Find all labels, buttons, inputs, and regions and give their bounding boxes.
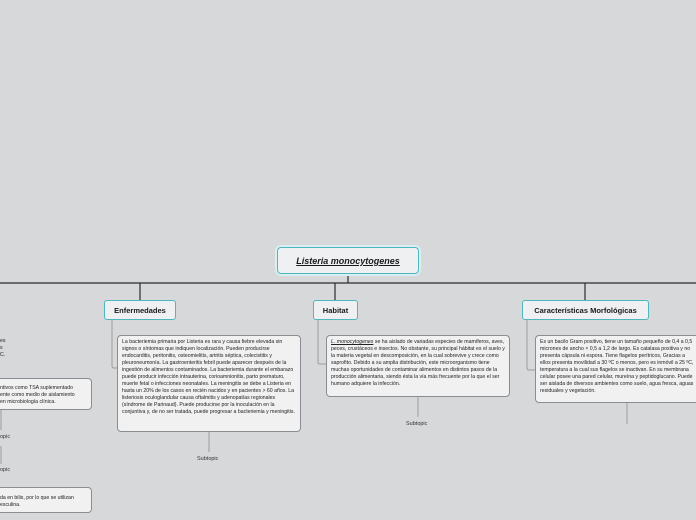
subtopic-left-1[interactable]: opic	[0, 434, 11, 440]
topic-enfermedades[interactable]	[104, 300, 176, 320]
topic-habitat-label: Habitat	[322, 305, 349, 315]
left-note-2-line-1: da en bilis, por lo que se utilizan	[0, 495, 74, 501]
left-note-1[interactable]	[0, 378, 92, 410]
left-text-fragment-1: es	[0, 338, 6, 344]
note-enfermedades[interactable]	[117, 335, 301, 432]
left-note-1-line-2: ente como medio de aislamiento	[0, 392, 75, 398]
subtopic-habitat[interactable]: Subtopic	[406, 421, 428, 427]
topic-habitat[interactable]	[313, 300, 358, 320]
left-note-2-line-2: esculina.	[0, 502, 21, 508]
subtopic-left-2[interactable]: opic	[0, 467, 11, 473]
note-habitat-species: L. monocytogenes	[331, 339, 374, 345]
note-habitat-text: se ha aislado de variadas especies de mamíferos, aves, peces, crustáceos e insectos. No obstante, su principal hábitat es el suelo y la materia vegetal en descomposición, en la cual sobrevive y crece como saprofito. Debido a su amplia distribución, este microorganismo tiene muchas oportunidades de contaminar alimentos en distintos pasos de la producción alimentaria, siendo ésta la vía más frecuente por la que el ser humano adquiere la infección.	[331, 339, 505, 387]
topic-caracteristicas[interactable]	[522, 300, 649, 320]
note-habitat[interactable]	[326, 335, 510, 397]
left-text-fragment-2: s	[0, 345, 3, 351]
topic-caracteristicas-label: Características Morfológicas	[534, 305, 637, 315]
topic-enfermedades-label: Enfermedades	[114, 305, 166, 315]
left-note-2[interactable]	[0, 487, 92, 513]
left-note-1-line-1: ntivos como TSA suplementado	[0, 385, 73, 391]
central-topic-label: Listeria monocytogenes	[296, 255, 400, 266]
subtopic-enfermedades[interactable]: Subtopic	[197, 456, 219, 462]
central-topic[interactable]	[277, 247, 419, 274]
note-caracteristicas[interactable]	[535, 335, 696, 403]
note-enfermedades-text: La bacteriemia primaria por Listeria es rara y causa fiebre elevada sin signos o síntomas que indiquen localización. Pueden producirse endocarditis, peritonitis, osteomielitis, artritis séptica, colecistitis y pleuroneumonía. La gastroenteritis febril puede aparecer después de la ingestión de alimentos contaminados. La bacteriemia durante el embarazo puede producir infección intrauterina, corioamnionitis, parto prematuro, muerte fetal o infecciones neonatales. La meningitis se debe a Listeria en hasta un 20% de los casos en recién nacidos y en pacientes > 60 años. La listeriosis oculoglandular causa oftalmitis y adenopatías regionales (síndrome de Parinaud). Puede producirse por la inoculación en la conjuntiva y, de no ser tratada, puede progresar a bacteriemia y meningitis.	[122, 339, 295, 415]
left-note-1-line-3: en microbiología clínica.	[0, 399, 56, 405]
note-caracteristicas-text: Es un bacilo Gram positivo, tiene un tamaño pequeño de 0,4 a 0,5 micrones de ancho × 0,5 a 1,2 de largo. Es catalasa positiva y no presenta cápsula ni espora. Tiene flagelos perítricos, Gracias a ellos presenta movilidad a 30 ºC o menos, pero es inmóvil a 25 ºC, temperatura a la cual sus flagelos se inactivan. En su membrana celular posee una pared celular, mureína y peptidoglucano. Puede ser aislada de diversos ambientes como suelo, agua fresca, aguas residuales y vegetación.	[540, 339, 694, 394]
left-text-fragment-3: C.	[0, 352, 6, 358]
